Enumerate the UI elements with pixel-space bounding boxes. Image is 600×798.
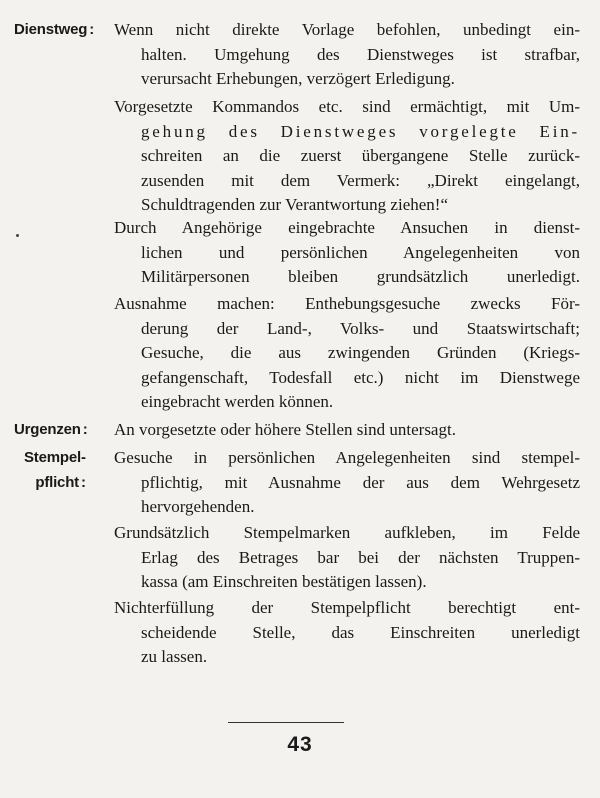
term-stempelpflicht: Stempel- pflicht : — [24, 446, 86, 495]
text-line: lichen und persönlichen Angelegenheiten von — [141, 242, 580, 262]
text-line: An vorgesetzte oder höhere Stellen sind untersagt. — [114, 420, 456, 439]
text-line: Gesuche in persönlichen Angelegenheiten sind stempel- — [114, 448, 580, 467]
print-speck — [16, 234, 19, 237]
text-line: Schuldtragenden zur Verantwortung ziehen!“ — [141, 195, 448, 214]
text-line: Gesuche, die aus zwingenden Gründen (Kriegs- — [141, 343, 580, 362]
text-line: gehung des Dienstweges vorgelegte Ein- — [141, 121, 580, 141]
paragraph-dienstweg-4 — [114, 292, 580, 415]
term-label: Urgenzen — [14, 421, 81, 438]
footer-rule — [228, 722, 344, 723]
text-line: verursacht Erhebungen, verzögert Erledigung. — [141, 69, 455, 88]
text-line: Grundsätzlich Stempelmarken aufkleben, im Felde — [114, 523, 580, 542]
text-line: Nichterfüllung der Stempelpflicht berechtigt ent- — [114, 598, 580, 617]
paragraph-urgenzen-1 — [114, 418, 580, 443]
text-line: Ausnahme machen: Enthebungsgesuche zwecks För- — [114, 294, 580, 313]
term-label: Dienstweg — [14, 21, 88, 38]
text-line: zu lassen. — [141, 647, 208, 666]
text-line: eingebracht werden können. — [141, 392, 334, 411]
text-line: halten. Umgehung des Dienstweges ist strafbar, — [141, 44, 580, 64]
term-label-line: pflicht — [35, 473, 79, 491]
paragraph-stempelpflicht-2 — [114, 521, 580, 595]
paragraph-dienstweg-1 — [114, 18, 580, 92]
text-line: kassa (am Einschreiten bestätigen lassen). — [141, 572, 427, 591]
text-line: Militärpersonen bleiben grundsätzlich unerledigt. — [141, 267, 580, 286]
text-line: schreiten an die zuerst übergangene Stelle zurück- — [141, 146, 580, 165]
paragraph-stempelpflicht-3 — [114, 596, 580, 670]
page-number: 43 — [287, 733, 313, 756]
text-line: hervorgehenden. — [141, 497, 255, 516]
text-line: scheidende Stelle, das Einschreiten unerledigt — [141, 622, 580, 642]
term-dienstweg: Dienstweg : — [14, 21, 95, 38]
term-label-line: Stempel- — [24, 449, 86, 466]
paragraph-dienstweg-2 — [114, 95, 580, 218]
text-line: Durch Angehörige eingebrachte Ansuchen in dienst- — [114, 218, 580, 237]
text-line: Vorgesetzte Kommandos etc. sind ermächtigt, mit Um- — [114, 97, 580, 116]
paragraph-dienstweg-3 — [114, 216, 580, 290]
text-line: Erlag des Betrages bar bei der nächsten Truppen- — [141, 547, 580, 567]
term-urgenzen: Urgenzen : — [14, 421, 88, 438]
paragraph-stempelpflicht-1 — [114, 446, 580, 520]
text-line: gefangenschaft, Todesfall etc.) nicht im Dienstwege — [141, 367, 580, 387]
text-line: derung der Land-, Volks- und Staatswirtschaft; — [141, 318, 580, 338]
text-line: Wenn nicht direkte Vorlage befohlen, unbedingt ein- — [114, 20, 580, 39]
text-line: zusenden mit dem Vermerk: „Direkt eingelangt, — [141, 170, 580, 190]
text-line: pflichtig, mit Ausnahme der aus dem Wehrgesetz — [141, 472, 580, 492]
